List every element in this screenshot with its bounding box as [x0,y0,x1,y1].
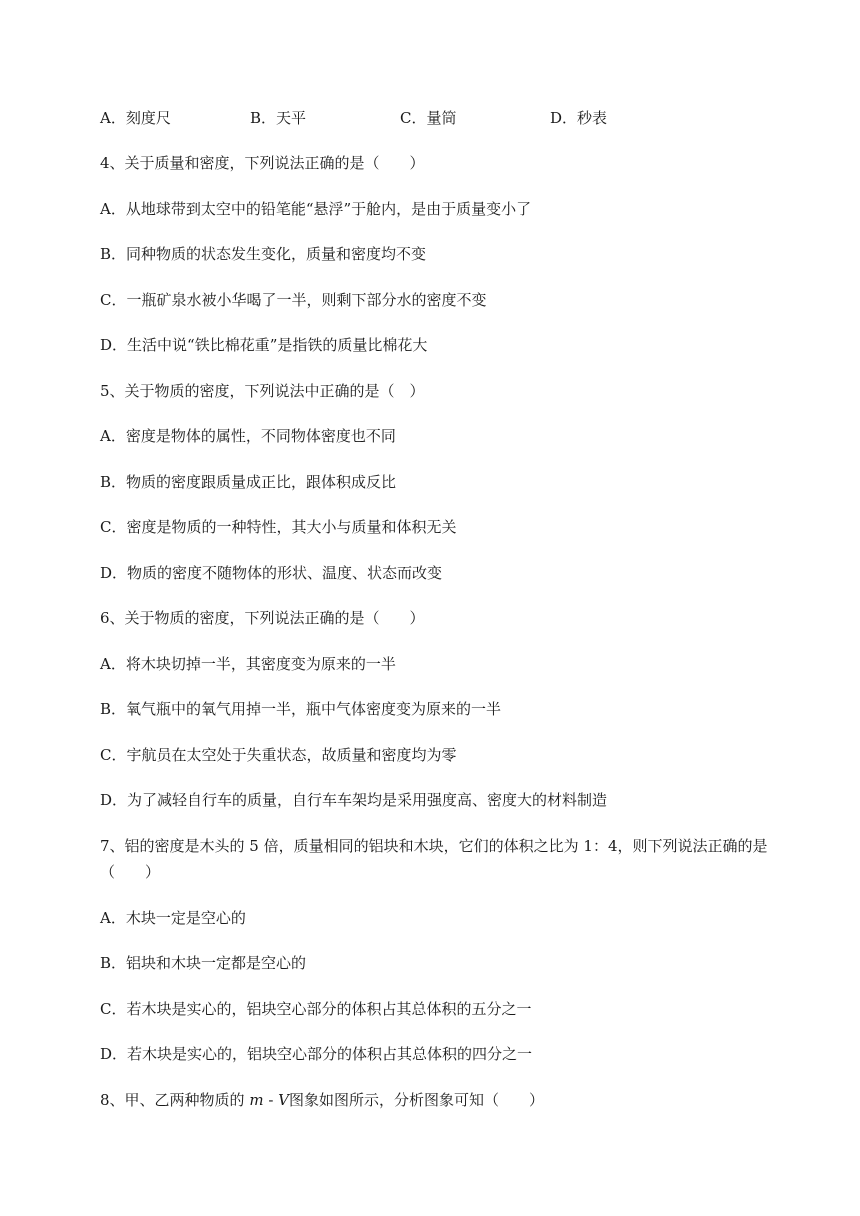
q7-stem-line1: 7、铝的密度是木头的 5 倍，质量相同的铝块和木块，它们的体积之比为 1：4，则下列说法正确的是 [100,837,768,855]
q6-option-d: D．为了减轻自行车的质量，自行车车架均是采用强度高、密度大的材料制造 [100,791,608,809]
q7-option-d: D．若木块是实心的，铝块空心部分的体积占其总体积的四分之一 [100,1045,533,1063]
q8-stem [100,1090,544,1110]
q6-option-b: B．氧气瓶中的氧气用掉一半，瓶中气体密度变为原来的一半 [100,700,502,718]
q6-stem: 6、关于物质的密度，下列说法正确的是（ ） [100,609,425,627]
q4-option-b: B．同种物质的状态发生变化，质量和密度均不变 [100,245,427,263]
q5-stem: 5、关于物质的密度，下列说法中正确的是（ ） [100,382,425,400]
q7-option-a: A．木块一定是空心的 [100,909,246,927]
q7-option-c: C．若木块是实心的，铝块空心部分的体积占其总体积的五分之一 [100,1000,532,1018]
q3-option-a: A．刻度尺 [100,109,171,127]
q5-option-d: D．物质的密度不随物体的形状、温度、状态而改变 [100,564,443,582]
q5-option-c: C．密度是物质的一种特性，其大小与质量和体积无关 [100,518,457,536]
q3-option-b: B．天平 [250,109,307,127]
q6-option-a: A．将木块切掉一半，其密度变为原来的一半 [100,655,396,673]
q8-stem-prefix: 8、甲、乙两种物质的 [100,1091,250,1109]
q5-option-b: B．物质的密度跟质量成正比，跟体积成反比 [100,473,397,491]
q8-var-v: V [278,1091,289,1109]
q6-option-c: C．宇航员在太空处于失重状态，故质量和密度均为零 [100,746,457,764]
q3-options [0,108,860,128]
q3-option-c: C．量筒 [400,109,457,127]
q8-stem-mid: - [263,1091,279,1109]
q4-stem: 4、关于质量和密度，下列说法正确的是（ ） [100,154,425,172]
q7-option-b: B．铝块和木块一定都是空心的 [100,954,307,972]
q3-option-d: D．秒表 [550,109,608,127]
q5-option-a: A．密度是物体的属性，不同物体密度也不同 [100,427,396,445]
q8-var-m: m [249,1091,264,1109]
q4-option-c: C．一瓶矿泉水被小华喝了一半，则剩下部分水的密度不变 [100,291,487,309]
q4-option-d: D．生活中说“铁比棉花重”是指铁的质量比棉花大 [100,336,428,354]
q4-option-a: A．从地球带到太空中的铅笔能“悬浮”于舱内，是由于质量变小了 [100,200,532,218]
q7-stem-line2: （ ） [100,863,161,881]
q8-stem-suffix: 图象如图所示，分析图象可知（ ） [289,1091,545,1109]
